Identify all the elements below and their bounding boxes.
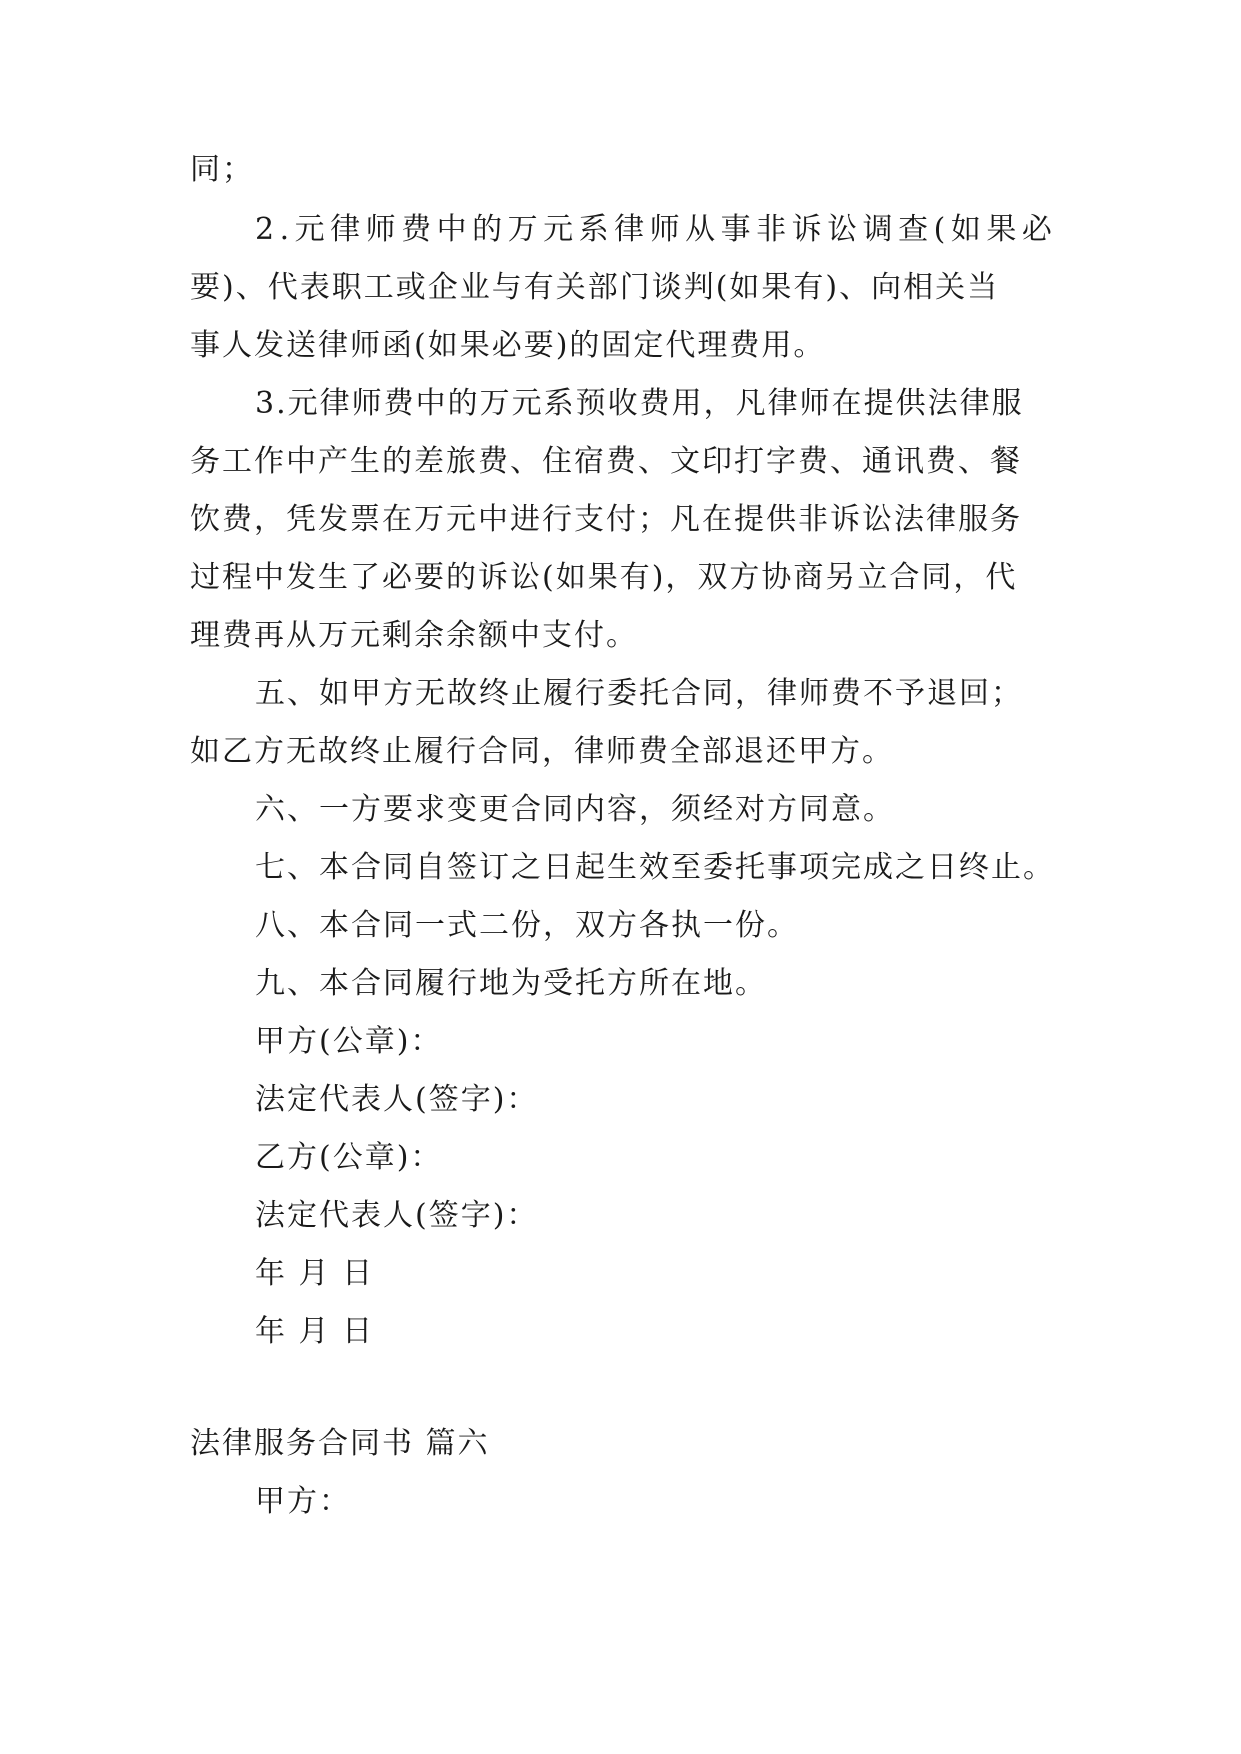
party-a-line: 甲方： xyxy=(255,1484,351,1519)
date-line: 年 月 日 xyxy=(255,1256,375,1291)
party-a-representative-line: 法定代表人(签字)： xyxy=(255,1082,539,1117)
paragraph-line: 同； xyxy=(190,152,254,187)
paragraph-line: 务工作中产生的差旅费、住宿费、文印打字费、通讯费、餐 xyxy=(190,444,1022,479)
party-b-representative-line: 法定代表人(签字)： xyxy=(255,1198,539,1233)
party-b-seal-line: 乙方(公章)： xyxy=(255,1140,443,1175)
party-a-seal-line: 甲方(公章)： xyxy=(255,1024,443,1059)
paragraph-line: 五、如甲方无故终止履行委托合同，律师费不予退回； xyxy=(255,676,1023,711)
paragraph-line: 事人发送律师函(如果必要)的固定代理费用。 xyxy=(190,328,826,363)
paragraph-line: 过程中发生了必要的诉讼(如果有)，双方协商另立合同，代 xyxy=(190,560,1018,595)
paragraph-line: 要)、代表职工或企业与有关部门谈判(如果有)、向相关当 xyxy=(190,270,1000,305)
section-title: 法律服务合同书 篇六 xyxy=(190,1426,490,1461)
paragraph-line: 六、一方要求变更合同内容，须经对方同意。 xyxy=(255,792,895,827)
paragraph-line: 3.元律师费中的万元系预收费用，凡律师在提供法律服 xyxy=(255,386,1024,421)
paragraph-line: 理费再从万元剩余余额中支付。 xyxy=(190,618,638,653)
paragraph-line: 2.元律师费中的万元系律师从事非诉讼调查(如果必 xyxy=(255,212,1058,247)
paragraph-line: 饮费，凭发票在万元中进行支付；凡在提供非诉讼法律服务 xyxy=(190,502,1022,537)
paragraph-line: 七、本合同自签订之日起生效至委托事项完成之日终止。 xyxy=(255,850,1055,885)
paragraph-line: 九、本合同履行地为受托方所在地。 xyxy=(255,966,767,1001)
paragraph-line: 如乙方无故终止履行合同，律师费全部退还甲方。 xyxy=(190,734,894,769)
date-line: 年 月 日 xyxy=(255,1314,375,1349)
paragraph-line: 八、本合同一式二份，双方各执一份。 xyxy=(255,908,799,943)
